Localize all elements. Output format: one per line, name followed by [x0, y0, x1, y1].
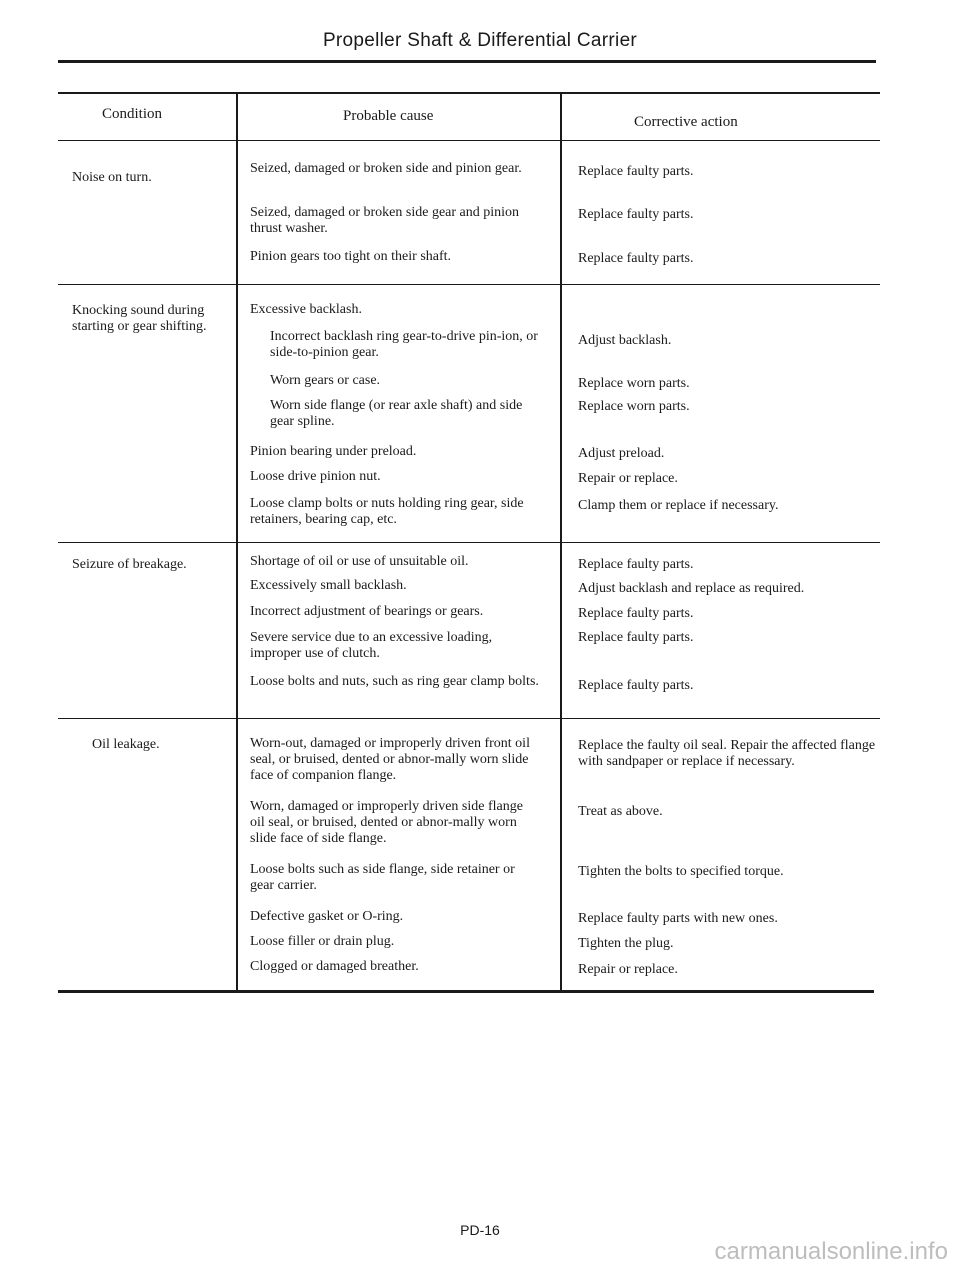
condition-knocking-sound: Knocking sound during starting or gear shifting.	[72, 303, 207, 334]
cause-text: Seized, damaged or broken side gear and pinion thrust washer.	[250, 205, 520, 236]
action-text: Replace faulty parts.	[578, 630, 694, 645]
column-divider-2	[560, 92, 562, 990]
cause-text: Pinion gears too tight on their shaft.	[250, 249, 452, 264]
action-text: Adjust backlash.	[578, 333, 672, 348]
cause-text: Clogged or damaged breather.	[250, 959, 419, 974]
cause-text: Worn side flange (or rear axle shaft) and side gear spline.	[270, 398, 523, 429]
cause-text: Worn-out, damaged or improperly driven front oil seal, or bruised, dented or abnor-mally worn slide face of companion flange.	[250, 736, 530, 783]
row-divider	[58, 718, 880, 719]
page-title: Propeller Shaft & Differential Carrier	[322, 30, 638, 51]
cause-text: Defective gasket or O-ring.	[250, 909, 404, 924]
action-text: Replace faulty parts.	[578, 207, 694, 222]
action-text: Replace faulty parts.	[578, 164, 694, 179]
cause-text: Excessively small backlash.	[250, 578, 407, 593]
action-text: Adjust backlash and replace as required.	[578, 581, 805, 596]
condition-noise-on-turn: Noise on turn.	[72, 170, 152, 185]
header-rule	[58, 140, 880, 141]
table-bottom-rule	[58, 990, 874, 993]
condition-seizure: Seizure of breakage.	[72, 557, 187, 572]
action-text: Replace the faulty oil seal. Repair the affected flange with sandpaper or replace if necessary.	[578, 738, 876, 769]
header-cause: Probable cause	[343, 108, 434, 124]
action-text: Replace faulty parts.	[578, 678, 694, 693]
cause-text: Loose clamp bolts or nuts holding ring gear, side retainers, bearing cap, etc.	[250, 496, 524, 527]
action-text: Tighten the plug.	[578, 936, 674, 951]
cause-text: Loose drive pinion nut.	[250, 469, 381, 484]
cause-text: Seized, damaged or broken side and pinion gear.	[250, 161, 522, 176]
action-text: Replace faulty parts with new ones.	[578, 911, 778, 926]
cause-text: Shortage of oil or use of unsuitable oil.	[250, 554, 469, 569]
cause-text: Loose filler or drain plug.	[250, 934, 395, 949]
watermark: carmanualsonline.info	[714, 1238, 948, 1265]
action-text: Replace faulty parts.	[578, 557, 694, 572]
page-number: PD-16	[460, 1222, 500, 1238]
column-divider-1	[236, 92, 238, 990]
cause-text: Incorrect adjustment of bearings or gears.	[250, 604, 484, 619]
title-rule	[58, 60, 876, 63]
cause-text: Loose bolts and nuts, such as ring gear clamp bolts.	[250, 674, 539, 689]
action-text: Adjust preload.	[578, 446, 665, 461]
cause-text: Incorrect backlash ring gear-to-drive pin-ion, or side-to-pinion gear.	[270, 329, 538, 360]
header-condition: Condition	[102, 106, 163, 122]
row-divider	[58, 542, 880, 543]
cause-text: Worn gears or case.	[270, 373, 381, 388]
cause-text: Loose bolts such as side flange, side retainer or gear carrier.	[250, 862, 515, 893]
header-action: Corrective action	[634, 114, 738, 130]
cause-text: Excessive backlash.	[250, 302, 362, 317]
action-text: Repair or replace.	[578, 471, 678, 486]
cause-text: Worn, damaged or improperly driven side flange oil seal, or bruised, dented or abnor-mally worn slide face of side flange.	[250, 799, 523, 846]
action-text: Clamp them or replace if necessary.	[578, 498, 779, 513]
table-top-rule	[58, 92, 880, 94]
action-text: Replace worn parts.	[578, 399, 690, 414]
action-text: Treat as above.	[578, 804, 663, 819]
action-text: Repair or replace.	[578, 962, 678, 977]
action-text: Replace faulty parts.	[578, 251, 694, 266]
action-text: Replace worn parts.	[578, 376, 690, 391]
row-divider	[58, 284, 880, 285]
condition-oil-leakage: Oil leakage.	[92, 737, 160, 752]
action-text: Replace faulty parts.	[578, 606, 694, 621]
action-text: Tighten the bolts to specified torque.	[578, 864, 784, 879]
cause-text: Pinion bearing under preload.	[250, 444, 417, 459]
cause-text: Severe service due to an excessive loading, improper use of clutch.	[250, 630, 493, 661]
